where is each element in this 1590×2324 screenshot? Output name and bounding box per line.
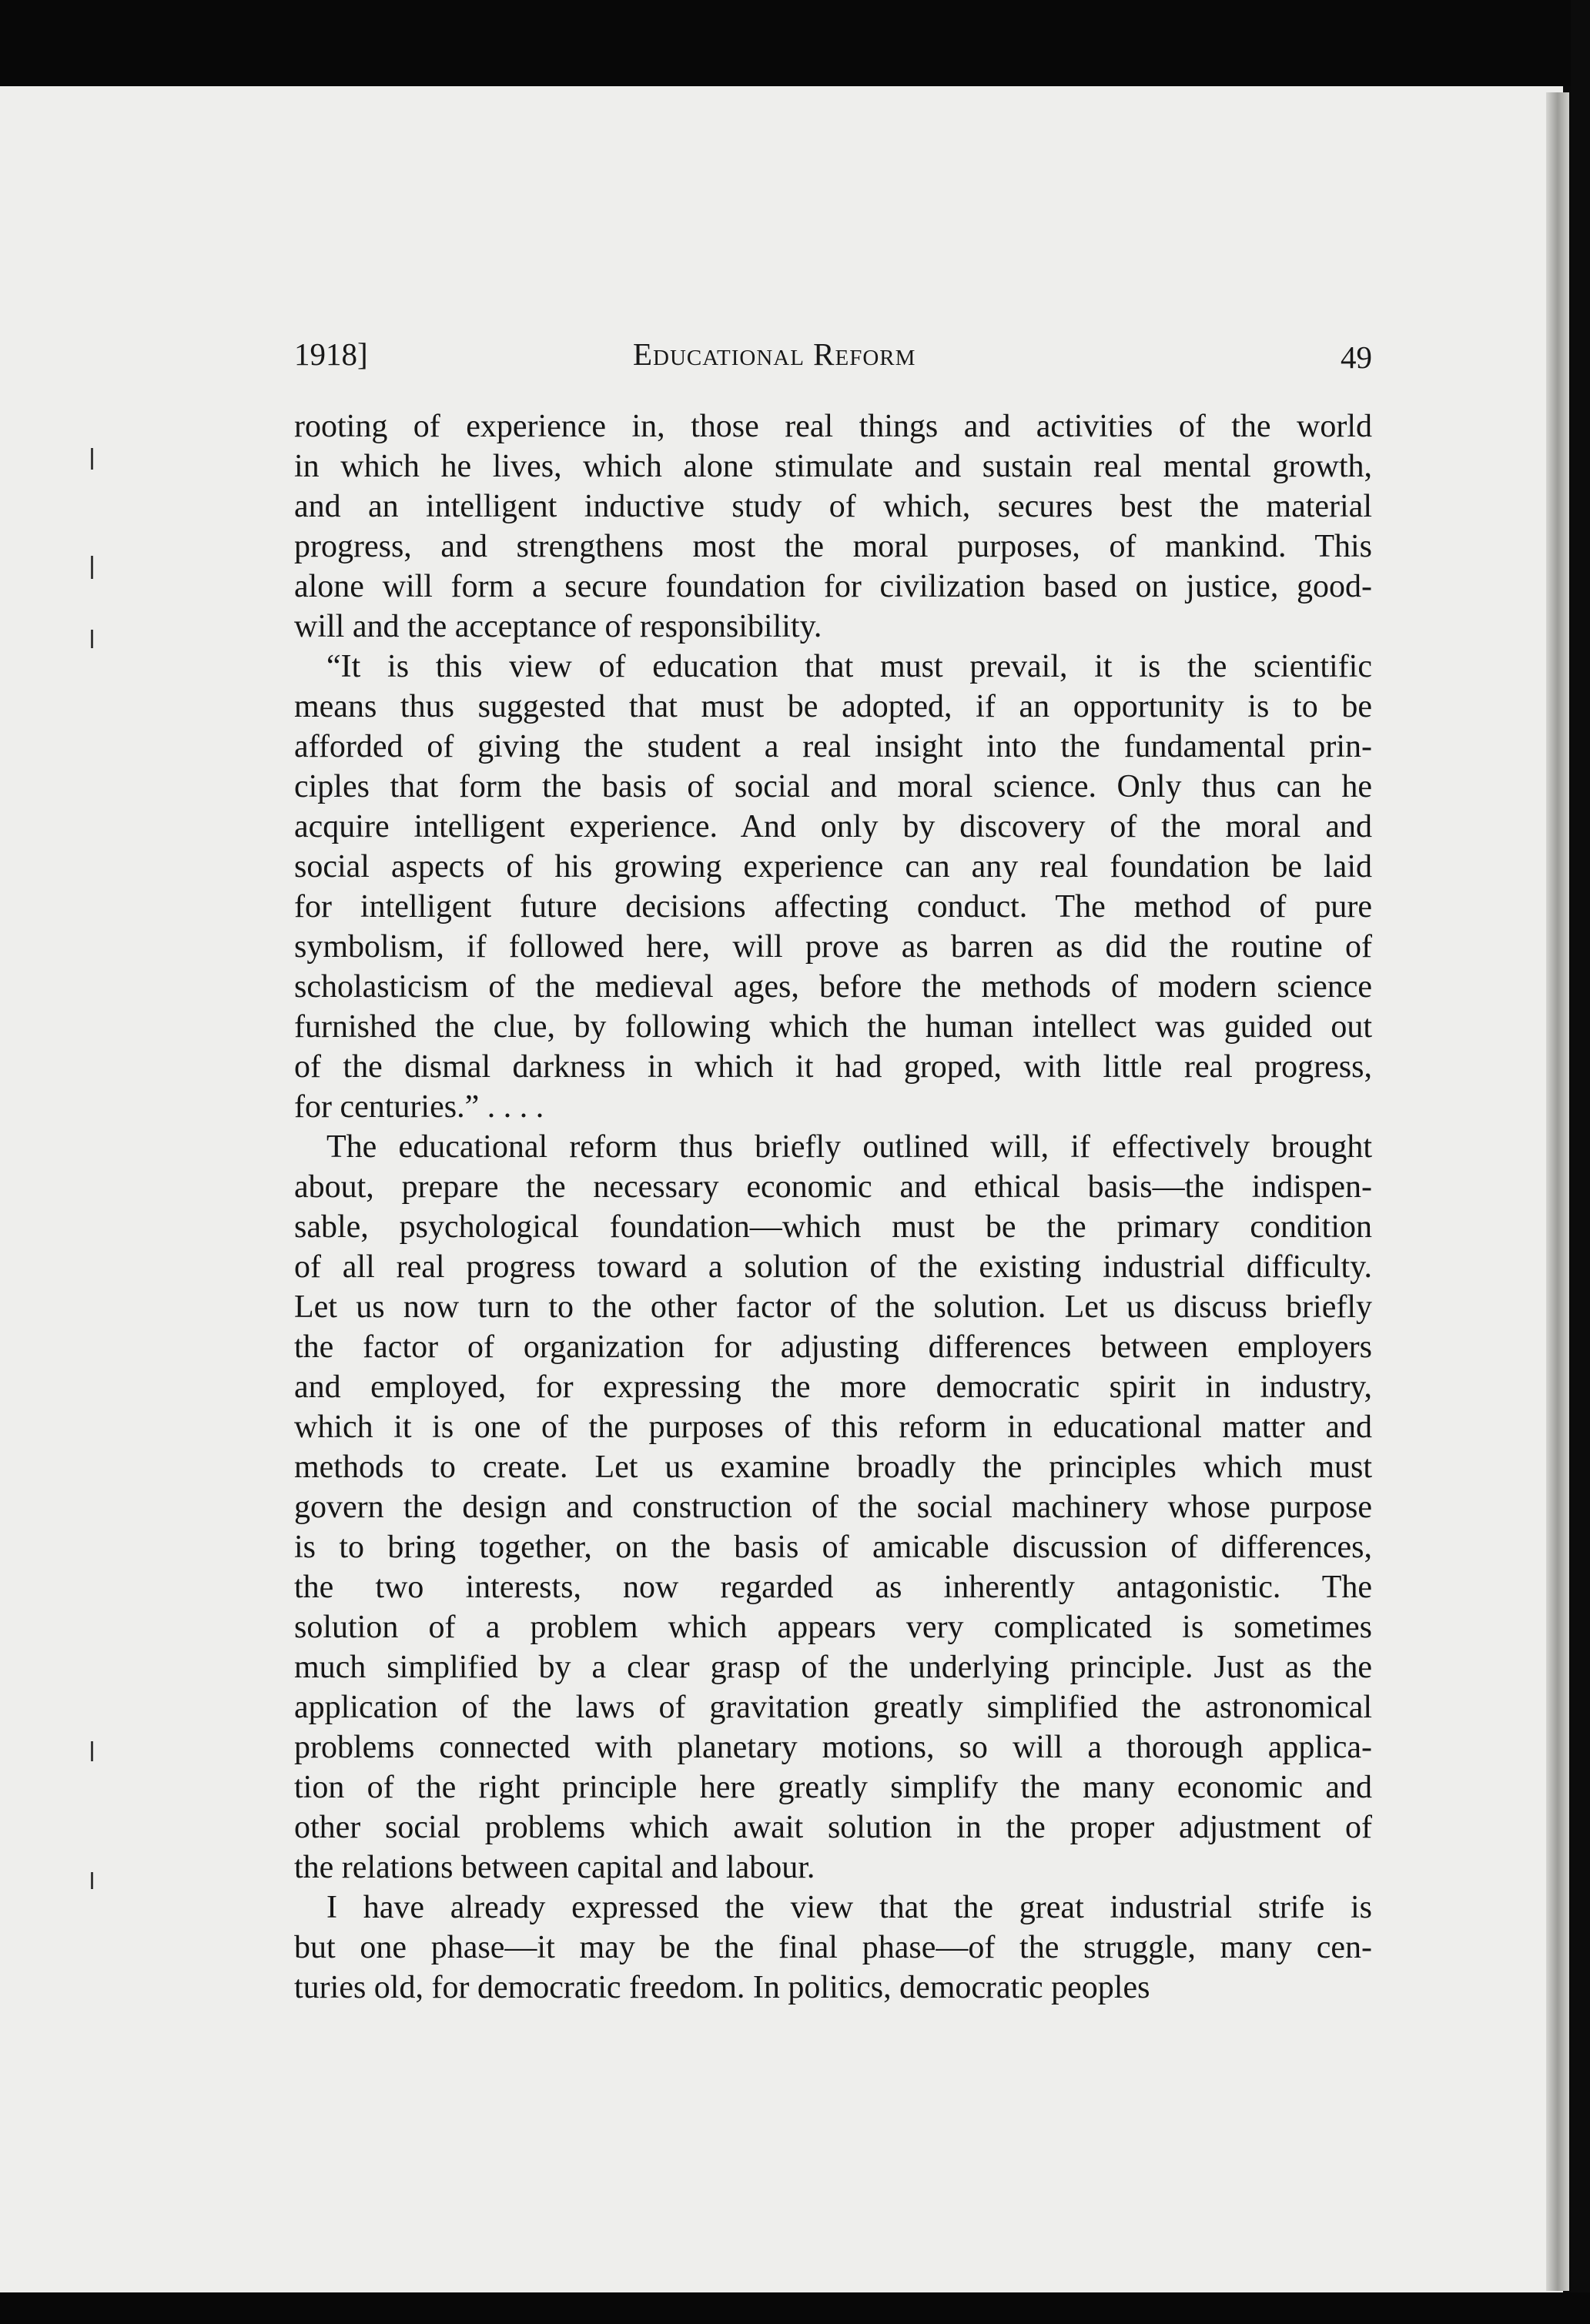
text-line: of all real progress toward a solution of the existing industrial difficulty.: [294, 1249, 1372, 1285]
running-head: [294, 336, 1372, 382]
paragraph: [294, 406, 1372, 647]
text-line: tion of the right principle here greatly simplify the many economic and: [294, 1770, 1372, 1805]
text-line: the relations between capital and labour.: [294, 1850, 815, 1885]
text-line: I have already expressed the view that the great industrial strife is: [326, 1890, 1372, 1925]
text-line: other social problems which await solution in the proper adjustment of: [294, 1810, 1372, 1845]
scan-top-border: [0, 0, 1590, 86]
body-text: [294, 406, 1372, 2008]
paragraph: [294, 647, 1372, 1127]
text-line: methods to create. Let us examine broadly the principles which must: [294, 1450, 1372, 1485]
text-line: symbolism, if followed here, will prove as barren as did the routine of: [294, 929, 1372, 965]
text-line: for intelligent future decisions affecting conduct. The method of pure: [294, 889, 1372, 925]
text-line: problems connected with planetary motions, so will a thorough applica-: [294, 1730, 1372, 1765]
text-line: ciples that form the basis of social and moral science. Only thus can he: [294, 769, 1372, 804]
text-line: solution of a problem which appears very complicated is sometimes: [294, 1610, 1372, 1645]
text-line: the factor of organization for adjusting differences between employers: [294, 1329, 1372, 1365]
text-line: much simplified by a clear grasp of the underlying principle. Just as the: [294, 1650, 1372, 1685]
text-line: Let us now turn to the other factor of the solution. Let us discuss briefly: [294, 1289, 1372, 1325]
text-line: acquire intelligent experience. And only by discovery of the moral and: [294, 809, 1372, 844]
page-number: 49: [1341, 339, 1372, 375]
text-line: the two interests, now regarded as inherently antagonistic. The: [294, 1570, 1372, 1605]
scan-bottom-border: [0, 2292, 1590, 2324]
text-line: social aspects of his growing experience can any real foundation be laid: [294, 849, 1372, 884]
text-line: but one phase—it may be the final phase—of the struggle, many cen-: [294, 1930, 1372, 1965]
text-line: application of the laws of gravitation greatly simplified the astronomical: [294, 1690, 1372, 1725]
running-head-year: 1918]: [294, 336, 368, 372]
text-line: about, prepare the necessary economic and ethical basis—the indispen-: [294, 1169, 1372, 1205]
text-line: alone will form a secure foundation for civilization based on justice, good-: [294, 569, 1372, 604]
text-line: will and the acceptance of responsibility.: [294, 609, 822, 644]
text-line: of the dismal darkness in which it had groped, with little real progress,: [294, 1049, 1372, 1085]
gutter-mark: [91, 448, 93, 470]
text-line: which it is one of the purposes of this reform in educational matter and: [294, 1409, 1372, 1445]
text-line: turies old, for democratic freedom. In politics, democratic peoples: [294, 1970, 1150, 2005]
text-line: and an intelligent inductive study of which, secures best the material: [294, 489, 1372, 524]
text-line: is to bring together, on the basis of amicable discussion of differences,: [294, 1530, 1372, 1565]
text-line: furnished the clue, by following which the human intellect was guided out: [294, 1009, 1372, 1045]
gutter-mark: [91, 1741, 93, 1761]
scan-right-border: [1571, 0, 1590, 2324]
running-head-title: Educational Reform: [633, 336, 916, 372]
text-line: progress, and strengthens most the moral purposes, of mankind. This: [294, 529, 1372, 564]
text-line: afforded of giving the student a real insight into the fundamental prin-: [294, 729, 1372, 764]
text-line: “It is this view of education that must prevail, it is the scientific: [326, 649, 1372, 684]
text-line: in which he lives, which alone stimulate and sustain real mental growth,: [294, 449, 1372, 484]
text-line: and employed, for expressing the more democratic spirit in industry,: [294, 1369, 1372, 1405]
text-line: rooting of experience in, those real things and activities of the world: [294, 409, 1372, 444]
text-line: The educational reform thus briefly outlined will, if effectively brought: [326, 1129, 1372, 1165]
paragraph: [294, 1888, 1372, 2008]
text-line: scholasticism of the medieval ages, before the methods of modern science: [294, 969, 1372, 1005]
text-line: for centuries.” . . . .: [294, 1089, 544, 1125]
text-line: means thus suggested that must be adopted, if an opportunity is to be: [294, 689, 1372, 724]
gutter-mark: [91, 1872, 93, 1889]
page-edge-shadow: [1546, 92, 1569, 2291]
text-line: govern the design and construction of the social machinery whose purpose: [294, 1490, 1372, 1525]
gutter-mark: [91, 556, 93, 579]
gutter-mark: [91, 630, 93, 648]
paragraph: [294, 1127, 1372, 1888]
text-line: sable, psychological foundation—which must be the primary condition: [294, 1209, 1372, 1245]
